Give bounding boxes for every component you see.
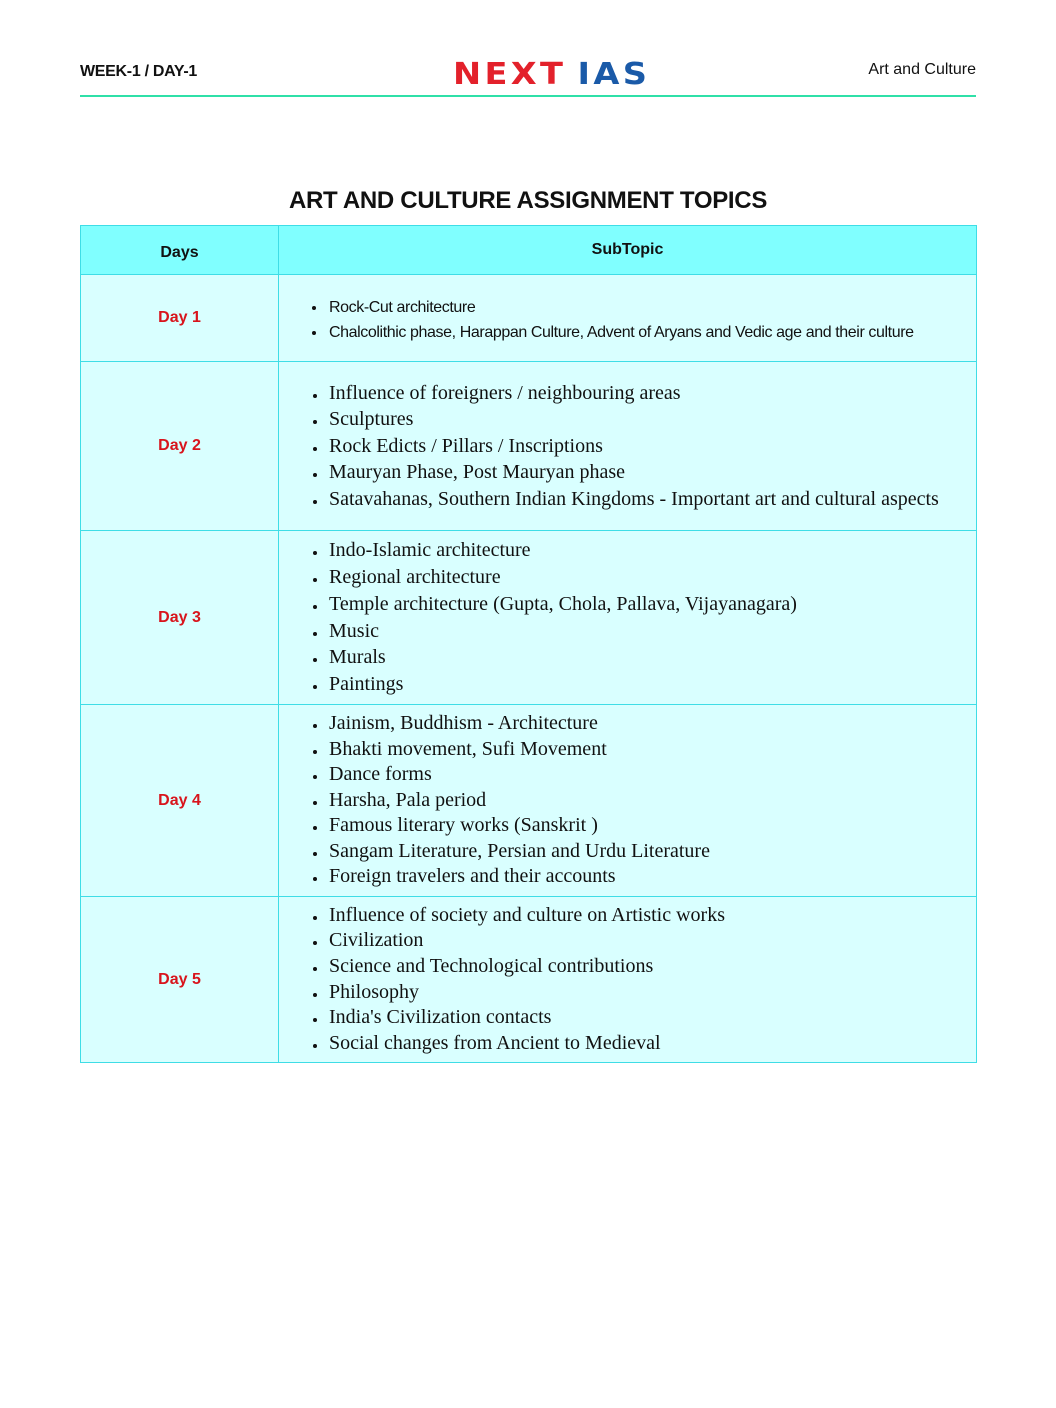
page-title: ART AND CULTURE ASSIGNMENT TOPICS — [288, 187, 768, 214]
topic-item: • Famous literary works (Sanskrit ) — [327, 813, 958, 839]
topic-item: • Philosophy — [327, 980, 958, 1006]
topic-item: • Sangam Literature, Persian and Urdu Literature — [327, 839, 958, 865]
subtopic-cell — [279, 362, 977, 531]
topic-item: • Regional architecture — [327, 564, 958, 591]
topic-item: • Chalcolithic phase, Harappan Culture, Advent of Aryans and Vedic age and their culture — [327, 320, 958, 345]
topic-item: • Temple architecture (Gupta, Chola, Pallava, Vijayanagara) — [327, 591, 958, 618]
topic-item: • Rock Edicts / Pillars / Inscriptions — [327, 433, 958, 460]
topic-item: • Social changes from Ancient to Medieval — [327, 1031, 958, 1057]
topic-item: • Civilization — [327, 928, 958, 954]
topic-item: • Jainism, Buddhism - Architecture — [327, 711, 958, 737]
topic-item: • Science and Technological contributions — [327, 954, 958, 980]
topic-list — [279, 903, 976, 1057]
topic-item: • Dance forms — [327, 762, 958, 788]
topic-item: • Indo-Islamic architecture — [327, 537, 958, 564]
day-cell: Day 4 — [81, 705, 279, 897]
table-row — [81, 705, 977, 897]
topics-table — [80, 225, 977, 1063]
topic-item: • Rock-Cut architecture — [327, 295, 958, 320]
topic-item: • Satavahanas, Southern Indian Kingdoms - Important art and cultural aspects — [327, 486, 958, 513]
day-cell: Day 2 — [81, 362, 279, 531]
next-ias-logo — [453, 58, 650, 92]
topic-item: • Foreign travelers and their accounts — [327, 864, 958, 890]
topic-item: • Influence of foreigners / neighbouring areas — [327, 380, 958, 407]
subtopic-cell — [279, 705, 977, 897]
topic-list — [279, 287, 976, 349]
table-row — [81, 897, 977, 1063]
table-row — [81, 362, 977, 531]
week-day-label: WEEK-1 / DAY-1 — [80, 63, 198, 80]
topic-item: • Music — [327, 618, 958, 645]
topic-item: • Murals — [327, 644, 958, 671]
logo-next: NEXT — [453, 57, 567, 92]
topic-list — [279, 537, 976, 698]
subtopic-cell — [279, 531, 977, 705]
topic-item: • India's Civilization contacts — [327, 1005, 958, 1031]
column-header-subtopic: SubTopic — [279, 226, 977, 275]
day-cell: Day 1 — [81, 275, 279, 362]
table-header-row — [81, 226, 977, 275]
logo-ias: IAS — [577, 57, 651, 92]
topic-item: • Paintings — [327, 671, 958, 698]
topic-item: • Mauryan Phase, Post Mauryan phase — [327, 459, 958, 486]
topic-list — [279, 711, 976, 890]
subtopic-cell — [279, 897, 977, 1063]
day-cell: Day 3 — [81, 531, 279, 705]
subtopic-cell — [279, 275, 977, 362]
table-row — [81, 531, 977, 705]
topic-item: • Sculptures — [327, 406, 958, 433]
topic-item: • Influence of society and culture on Artistic works — [327, 903, 958, 929]
topic-item: • Harsha, Pala period — [327, 788, 958, 814]
column-header-days: Days — [81, 226, 279, 275]
topic-list — [279, 380, 976, 513]
table-row — [81, 275, 977, 362]
header-divider — [80, 95, 976, 97]
topic-item: • Bhakti movement, Sufi Movement — [327, 737, 958, 763]
day-cell: Day 5 — [81, 897, 279, 1063]
subject-label: Art and Culture — [868, 61, 976, 78]
